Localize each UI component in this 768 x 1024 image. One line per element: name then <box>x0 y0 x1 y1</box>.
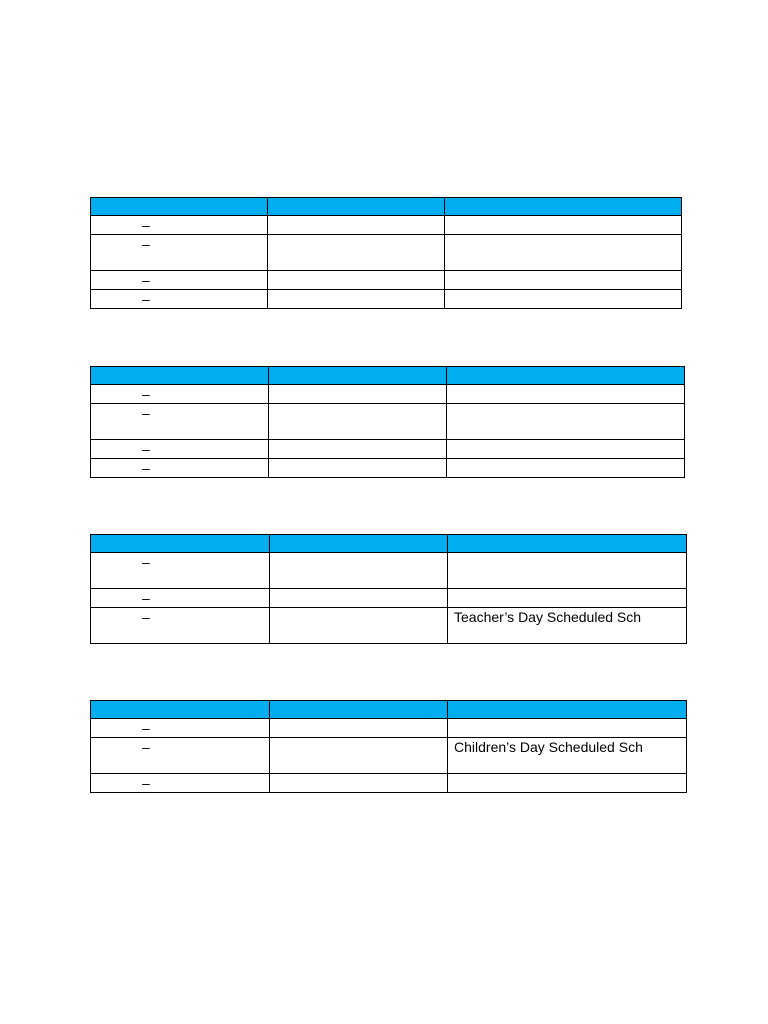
cell-text <box>270 719 447 720</box>
cell-text: – <box>142 609 150 625</box>
header-cell <box>91 367 269 385</box>
table-header-row <box>91 535 687 553</box>
header-cell <box>269 367 447 385</box>
table-cell <box>448 553 687 589</box>
table-row <box>91 459 685 478</box>
header-cell <box>91 198 268 216</box>
table-cell <box>447 459 685 478</box>
table-cell <box>268 216 445 235</box>
header-cell <box>448 535 687 553</box>
cell-text <box>445 290 681 291</box>
cell-text <box>447 385 684 386</box>
schedule-table-3 <box>90 534 687 644</box>
schedule-table-1 <box>90 197 682 309</box>
table-cell <box>91 589 270 608</box>
table-cell <box>268 235 445 271</box>
cell-text <box>448 774 686 775</box>
table-row <box>91 553 687 589</box>
table-cell <box>269 440 447 459</box>
table-row <box>91 290 682 309</box>
cell-text <box>447 404 684 405</box>
schedule-table-2 <box>90 366 685 478</box>
table-cell <box>270 608 448 644</box>
header-cell <box>268 198 445 216</box>
cell-text <box>269 440 446 441</box>
table-cell <box>91 216 268 235</box>
table-cell <box>448 719 687 738</box>
cell-text <box>270 589 447 590</box>
table-cell <box>269 404 447 440</box>
cell-text <box>447 440 684 441</box>
cell-text <box>268 271 444 272</box>
table-cell <box>448 608 687 644</box>
cell-text: – <box>142 291 150 307</box>
cell-text <box>448 589 686 590</box>
table-row <box>91 774 687 793</box>
table-row <box>91 404 685 440</box>
cell-text <box>268 235 444 236</box>
table-cell <box>91 404 269 440</box>
table-cell <box>445 271 682 290</box>
cell-text: – <box>142 554 150 570</box>
cell-text: – <box>142 460 150 476</box>
header-cell <box>445 198 682 216</box>
header-cell <box>270 535 448 553</box>
cell-text <box>447 459 684 460</box>
cell-text <box>445 235 681 236</box>
table-row <box>91 385 685 404</box>
table-row <box>91 589 687 608</box>
header-cell <box>447 367 685 385</box>
cell-text: – <box>142 739 150 755</box>
cell-text: – <box>142 720 150 736</box>
table-cell <box>91 459 269 478</box>
cell-text: – <box>142 441 150 457</box>
table-cell <box>91 235 268 271</box>
table-row <box>91 216 682 235</box>
header-cell <box>270 701 448 719</box>
cell-text <box>268 290 444 291</box>
cell-text <box>270 774 447 775</box>
table-header-row <box>91 198 682 216</box>
table-header-row <box>91 701 687 719</box>
cell-text: – <box>142 386 150 402</box>
table-cell <box>269 385 447 404</box>
table-row <box>91 440 685 459</box>
cell-text <box>270 608 447 609</box>
cell-text <box>445 271 681 272</box>
event-label-teachers-day: Teacher’s Day Scheduled Sch <box>454 609 642 625</box>
cell-text <box>268 216 444 217</box>
table-cell <box>91 271 268 290</box>
table-row <box>91 271 682 290</box>
table-cell <box>270 719 448 738</box>
table-row <box>91 719 687 738</box>
cell-text: – <box>142 236 150 252</box>
table-cell <box>270 738 448 774</box>
event-label-childrens-day: Children’s Day Scheduled Sch <box>454 739 643 755</box>
schedule-table-4 <box>90 700 687 793</box>
cell-text: – <box>142 405 150 421</box>
table-row <box>91 738 687 774</box>
header-cell <box>91 535 270 553</box>
table-cell <box>445 290 682 309</box>
table-header-row <box>91 367 685 385</box>
table-cell <box>448 738 687 774</box>
header-cell <box>448 701 687 719</box>
table-cell <box>269 459 447 478</box>
table-cell <box>91 719 270 738</box>
cell-text: – <box>142 775 150 791</box>
table-cell <box>447 440 685 459</box>
table-cell <box>447 404 685 440</box>
table-row <box>91 608 687 644</box>
cell-text <box>445 216 681 217</box>
table-cell <box>91 290 268 309</box>
table-cell <box>270 774 448 793</box>
cell-text <box>269 385 446 386</box>
table-cell <box>91 608 270 644</box>
table-cell <box>268 290 445 309</box>
table-cell <box>270 553 448 589</box>
table-cell <box>270 589 448 608</box>
table-cell <box>91 738 270 774</box>
table-cell <box>448 589 687 608</box>
cell-text <box>448 553 686 554</box>
table-cell <box>448 774 687 793</box>
cell-text: – <box>142 272 150 288</box>
table-cell <box>91 440 269 459</box>
cell-text <box>270 738 447 739</box>
table-cell <box>445 235 682 271</box>
cell-text <box>448 719 686 720</box>
table-row <box>91 235 682 271</box>
cell-text <box>269 404 446 405</box>
header-cell <box>91 701 270 719</box>
table-cell <box>268 271 445 290</box>
table-cell <box>91 385 269 404</box>
table-cell <box>445 216 682 235</box>
cell-text <box>269 459 446 460</box>
table-cell <box>447 385 685 404</box>
table-cell <box>91 774 270 793</box>
cell-text: – <box>142 590 150 606</box>
cell-text: – <box>142 217 150 233</box>
cell-text <box>270 553 447 554</box>
table-cell <box>91 553 270 589</box>
